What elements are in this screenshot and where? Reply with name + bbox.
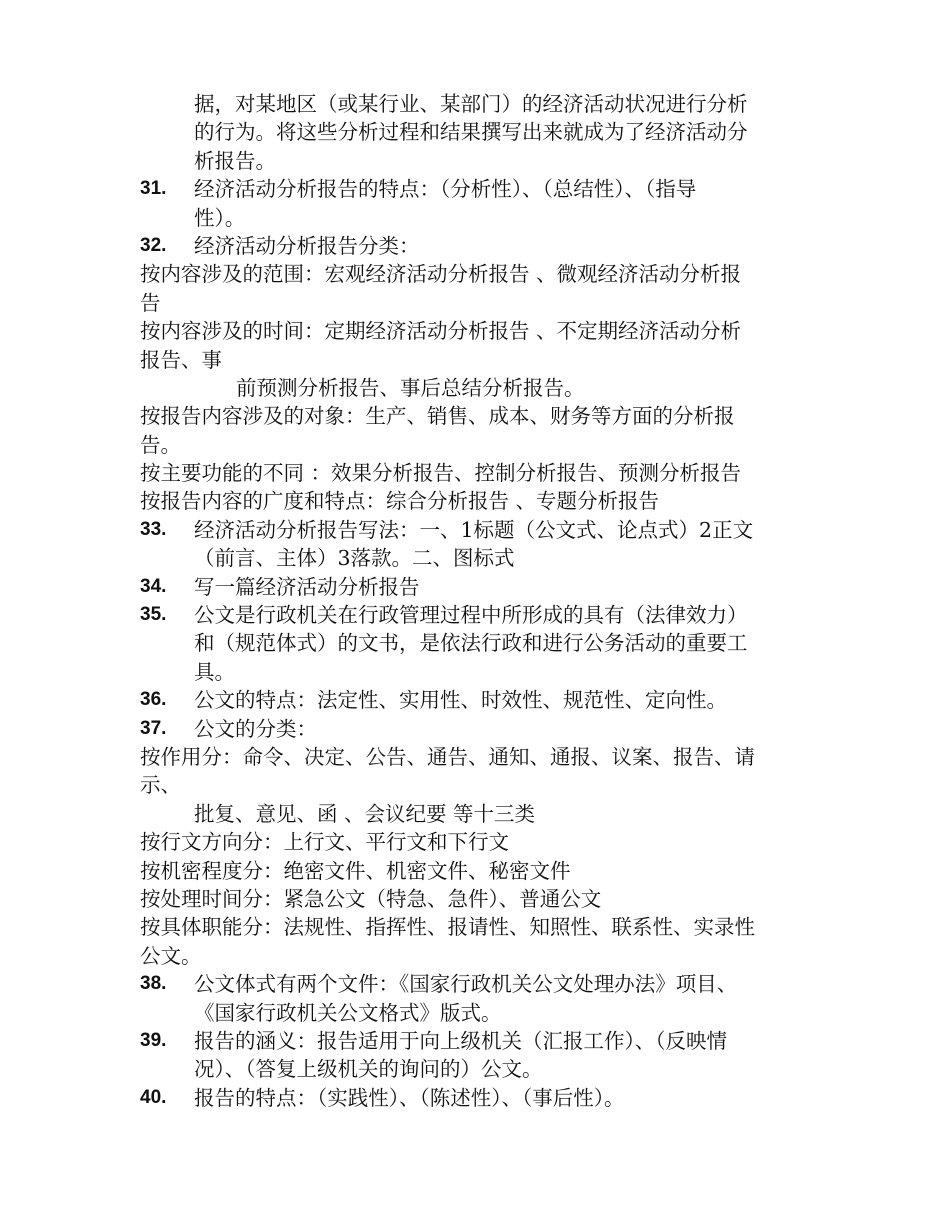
paragraph-line: 告。	[140, 432, 181, 457]
item-text: 公文的分类：	[194, 716, 317, 741]
item-number: 38.	[140, 973, 167, 995]
list-item-37	[140, 715, 840, 743]
paragraph-line: 按报告内容涉及的对象：生产、销售、成本、财务等方面的分析报	[140, 404, 735, 429]
document-body	[140, 90, 840, 1112]
list-item-39	[140, 1027, 840, 1055]
item-text: 经济活动分析报告的特点：（分析性）、（总结性）、（指导	[194, 177, 697, 202]
item-text-continued: 和（规范体式）的文书，是依法行政和进行公务活动的重要工	[194, 631, 748, 656]
paragraph-line: 示、	[140, 773, 181, 798]
item-text: 经济活动分析报告分类：	[194, 233, 420, 258]
paragraph-line: 按行文方向分：上行文、平行文和下行文	[140, 830, 509, 855]
item-text: 经济活动分析报告写法：一、1标题（公文式、论点式）2正文	[194, 517, 754, 542]
list-item-31	[140, 175, 840, 203]
paragraph-line: 按主要功能的不同 ：效果分析报告、控制分析报告、预测分析报告	[140, 461, 742, 486]
item-number: 36.	[140, 689, 167, 711]
item-number: 33.	[140, 518, 167, 540]
paragraph-line: 告	[140, 290, 161, 315]
list-item-38	[140, 970, 840, 998]
paragraph-line: 按机密程度分：绝密文件、机密文件、秘密文件	[140, 858, 571, 883]
item-number: 35.	[140, 604, 167, 626]
paragraph-line: 公文。	[140, 943, 202, 968]
list-item-33	[140, 516, 840, 544]
list-item-32	[140, 232, 840, 260]
item-number: 32.	[140, 234, 167, 256]
item-number: 34.	[140, 575, 167, 597]
item-text: 报告的涵义：报告适用于向上级机关（汇报工作）、（反映情	[194, 1028, 727, 1053]
paragraph-line: 按作用分：命令、决定、公告、通告、通知、通报、议案、报告、请	[140, 744, 755, 769]
list-item-36	[140, 686, 840, 714]
item-text: 公文是行政机关在行政管理过程中所形成的具有（法律效力）	[194, 603, 748, 628]
item-text-continued: 性）。	[194, 205, 246, 230]
item-number: 37.	[140, 717, 167, 739]
item-text: 写一篇经济活动分析报告	[194, 574, 420, 599]
item-number: 31.	[140, 178, 167, 200]
list-item-35	[140, 601, 840, 629]
item-number: 40.	[140, 1086, 167, 1108]
paragraph-line: 按内容涉及的时间：定期经济活动分析报告 、不定期经济活动分析	[140, 319, 742, 344]
item-number: 39.	[140, 1029, 167, 1051]
item-text-continued: （前言、主体）3落款。二、图标式	[194, 546, 515, 571]
paragraph-line: 按报告内容的广度和特点：综合分析报告 、专题分析报告	[140, 489, 660, 514]
intro-line: 据，对某地区（或某行业、某部门）的经济活动状况进行分析	[194, 92, 748, 116]
paragraph-line: 按具体职能分：法规性、指挥性、报请性、知照性、联系性、实录性	[140, 915, 755, 940]
intro-line: 的行为。将这些分析过程和结果撰写出来就成为了经济活动分	[194, 120, 748, 145]
item-text: 公文的特点：法定性、实用性、时效性、规范性、定向性。	[194, 688, 727, 713]
item-text: 报告的特点：（实践性）、（陈述性）、（事后性）。	[194, 1085, 625, 1110]
item-text-continued: 具。	[194, 659, 235, 684]
item-text-continued: 《国家行政机关公文格式》版式。	[194, 1000, 502, 1025]
list-item-34	[140, 573, 840, 601]
intro-line: 析报告。	[194, 148, 276, 173]
item-text-continued: 况）、（答复上级机关的询问的）公文。	[194, 1057, 543, 1082]
paragraph-line: 报告、事	[140, 347, 222, 372]
paragraph-line: 按处理时间分：紧急公文（特急、急件）、普通公文	[140, 886, 602, 911]
item-text: 公文体式有两个文件：《国家行政机关公文处理办法》项目、	[194, 972, 738, 997]
paragraph-line: 批复、意见、函 、会议纪要 等十三类	[194, 801, 536, 826]
paragraph-line: 按内容涉及的范围：宏观经济活动分析报告 、微观经济活动分析报	[140, 262, 742, 287]
paragraph-line: 前预测分析报告、事后总结分析报告。	[236, 375, 585, 400]
list-item-40	[140, 1084, 840, 1112]
